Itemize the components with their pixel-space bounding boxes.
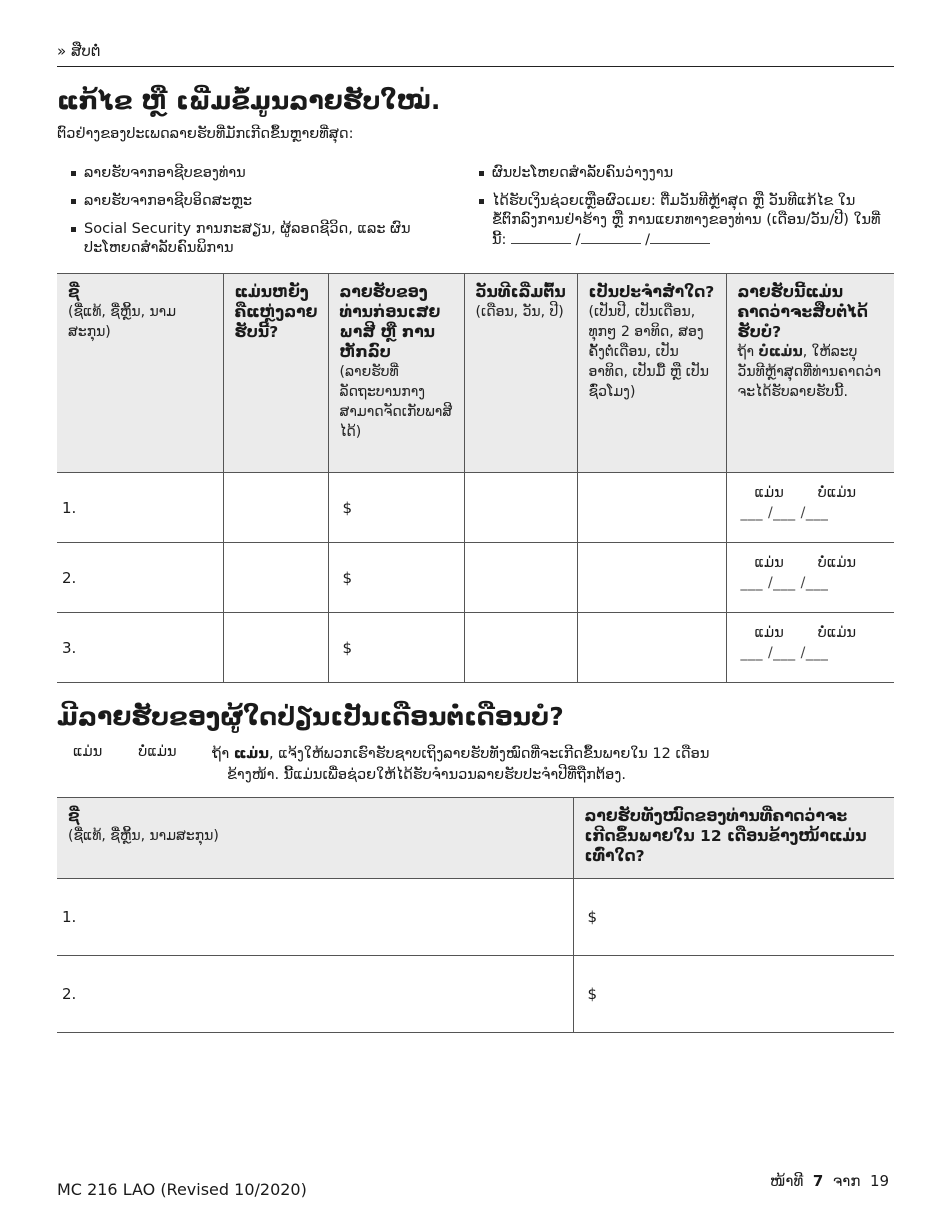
name-cell[interactable]: 2. [57, 543, 223, 613]
col-header-continues: ລາຍຮັບນີ້ແມ່ນຄາດວ່າຈະສືບຕໍ່ໄດ້ຮັບບໍ? ຖ້າ ບໍ່ແມ່ນ, ໃຫ້ລະບຸວັນທີຫຼ້າສຸດທີ່ທ່ານຄາດວ່າຈະໄດ້ຮັບລາຍຮັບນີ້. [726, 274, 894, 473]
continues-cell [726, 473, 894, 543]
name-cell[interactable]: 3. [57, 613, 223, 683]
no-option[interactable]: ບໍ່ແມ່ນ [138, 744, 177, 760]
frequency-cell[interactable] [577, 473, 726, 543]
table-row [57, 956, 894, 1033]
continues-cell [726, 543, 894, 613]
frequency-cell[interactable] [577, 613, 726, 683]
amount-cell[interactable]: $ [328, 473, 464, 543]
continued-label: » ສືບຕໍ່ [57, 42, 101, 60]
date-separator: / [645, 232, 651, 248]
yes-option[interactable]: ແມ່ນ [73, 744, 103, 760]
yes-option[interactable]: ແມ່ນ [754, 555, 784, 571]
if-yes-instructions: ຖ້າ ແມ່ນ, ແຈ້ງໃຫ້ພວກເຮົາຮັບຊາບເຖິງລາຍຮັບທັງໝົດທີ່ຈະເກີດຂຶ້ນພາຍໃນ 12 ເດືອນ ຂ້າງໜ້າ. ນີ້ແມ່ນເພື່ອຊ່ວຍໃຫ້ໄດ້ຮັບຈຳນວນລາຍຮັບປະຈຳປີທີ່ຖືກຕ້ອງ. [212, 746, 710, 783]
list-item: ລາຍຮັບຈາກອາຊີບອິດສະຫຼະ [70, 192, 440, 211]
col-header-start-date: ວັນທີເລີ່ມຕົ້ນ (ເດືອນ, ວັນ, ປີ) [464, 274, 577, 473]
start-date-cell[interactable] [464, 543, 577, 613]
col-header-source: ແມ່ນຫຍັງຄືແຫຼ່ງລາຍຮັບນີ້? [223, 274, 328, 473]
col-header-frequency: ເປັນປະຈຳສໍ່າໃດ? (ເປັນປີ, ເປັນເດືອນ, ທຸກໆ 2 ອາທິດ, ສອງຄັ້ງຕໍ່ເດືອນ, ເປັນອາທິດ, ເປັນມື້ ຫຼື ເປັນຊົ່ວໂມງ) [577, 274, 726, 473]
table-row [57, 473, 894, 543]
continues-cell [726, 613, 894, 683]
table-row [57, 879, 894, 956]
amount-cell[interactable]: $ [328, 613, 464, 683]
name-cell[interactable]: 1. [57, 879, 573, 956]
table-row [57, 613, 894, 683]
no-option[interactable]: ບໍ່ແມ່ນ [817, 485, 857, 501]
table-row [57, 543, 894, 613]
spousal-support-text: ໄດ້ຮັບເງິນຊ່ວຍເຫຼືອຜົວເມຍ: ຕື່ມວັນທີຫຼ້າສຸດ ຫຼື ວັນທີແກ້ໄຂ ໃນຂໍ້ຕົກລົງການຢ່າຮ້າງ ຫຼື ການແຍກທາງຂອງທ່ານ (ເດືອນ/ວັນ/ປີ) ໃນທີ່ນີ້: [492, 193, 881, 248]
annual-amount-cell[interactable]: $ [573, 956, 894, 1033]
yes-option[interactable]: ແມ່ນ [754, 485, 784, 501]
start-date-cell[interactable] [464, 613, 577, 683]
spousal-date-day-field[interactable] [581, 230, 641, 244]
page-number: ໜ້າທີ 7 ຈາກ 19 [770, 1172, 890, 1190]
amount-cell[interactable]: $ [328, 543, 464, 613]
end-date-field[interactable]: ___ /___ /___ [740, 505, 829, 521]
income-types-list-right [478, 164, 893, 259]
end-date-field[interactable]: ___ /___ /___ [740, 645, 829, 661]
spousal-date-month-field[interactable] [511, 230, 571, 244]
source-cell[interactable] [223, 543, 328, 613]
income-types-list-left [70, 164, 440, 267]
yes-option[interactable]: ແມ່ນ [754, 625, 784, 641]
name-cell[interactable]: 2. [57, 956, 573, 1033]
annual-income-table [57, 797, 894, 1033]
spousal-date-year-field[interactable] [650, 230, 710, 244]
month-to-month-choice [73, 744, 213, 760]
col-header-name: ຊື່ (ຊື່ແທ້, ຊື່ຫຼິ້ນ, ນາມສະກຸນ) [57, 274, 223, 473]
name-cell[interactable]: 1. [57, 473, 223, 543]
start-date-cell[interactable] [464, 473, 577, 543]
top-divider [57, 66, 894, 67]
source-cell[interactable] [223, 613, 328, 683]
col-header-annual-total: ລາຍຮັບທັງໝົດຂອງທ່ານທີ່ຄາດວ່າຈະເກີດຂຶ້ນພາຍໃນ 12 ເດືອນຂ້າງໜ້າແມ່ນເທົ່າໃດ? [573, 798, 894, 879]
source-cell[interactable] [223, 473, 328, 543]
no-option[interactable]: ບໍ່ແມ່ນ [817, 625, 857, 641]
section-title-income-changes: ແກ້ໄຂ ຫຼື ເພີ່ມຂໍ້ມູນລາຍຮັບໃໝ່. [57, 86, 441, 115]
list-item: Social Security ການກະສຽນ, ຜູ້ລອດຊີວິດ, ແລະ ຜົນປະໂຫຍດສຳລັບຄົນພິການ [70, 220, 440, 258]
no-option[interactable]: ບໍ່ແມ່ນ [817, 555, 857, 571]
income-types-intro: ຕົວຢ່າງຂອງປະເພດລາຍຮັບທີ່ມັກເກີດຂຶ້ນຫຼາຍທີ່ສຸດ: [57, 126, 354, 142]
annual-amount-cell[interactable]: $ [573, 879, 894, 956]
col-header-name: ຊື່ (ຊື່ແທ້, ຊື່ຫຼິ້ນ, ນາມສະກຸນ) [57, 798, 573, 879]
list-item: ຜົນປະໂຫຍດສຳລັບຄົນວ່າງງານ [478, 164, 893, 183]
frequency-cell[interactable] [577, 543, 726, 613]
list-item: ລາຍຮັບຈາກອາຊີບຂອງທ່ານ [70, 164, 440, 183]
col-header-gross-income: ລາຍຮັບຂອງທ່ານກ່ອນເສຍພາສີ ຫຼື ການຫັກລົບ (ລາຍຮັບທີ່ລັດຖະບານກາງສາມາດຈັດເກັບພາສີໄດ້) [328, 274, 464, 473]
date-separator: / [575, 232, 581, 248]
section-title-month-to-month: ມີລາຍຮັບຂອງຜູ້ໃດປ່ຽນເປັນເດືອນຕໍ່ເດືອນບໍ? [57, 702, 564, 731]
form-id: MC 216 LAO (Revised 10/2020) [57, 1180, 307, 1199]
income-changes-table [57, 273, 894, 683]
end-date-field[interactable]: ___ /___ /___ [740, 575, 829, 591]
list-item [478, 192, 893, 250]
